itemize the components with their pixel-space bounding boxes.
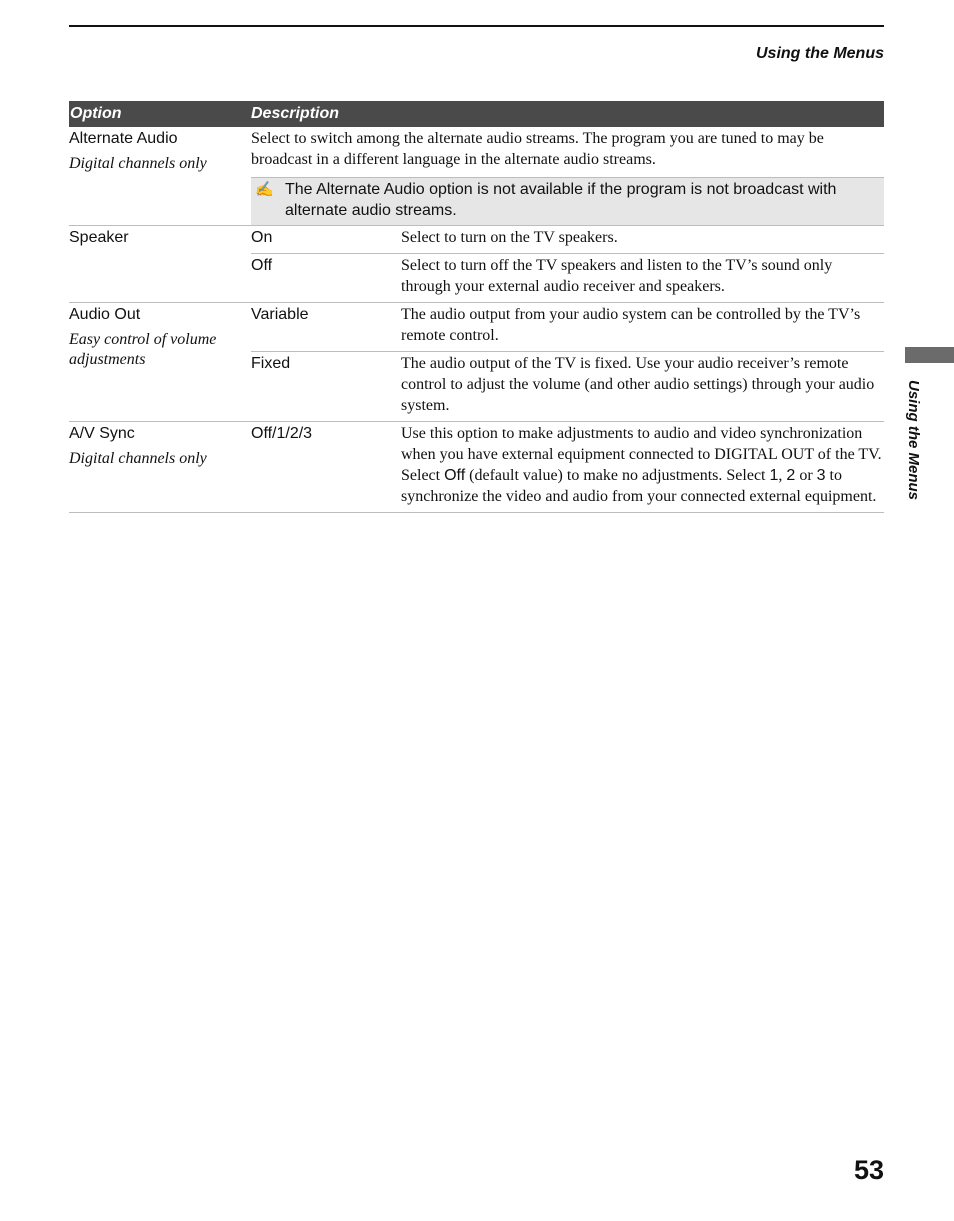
sub-option-desc: Select to turn on the TV speakers. [401,229,618,246]
tip-box [251,177,884,225]
top-rule [69,25,884,27]
table-row-av-sync [69,422,884,513]
header-option: Option [70,105,122,122]
table-row-audio-out [69,303,884,422]
sub-option-desc: The audio output from your audio system can be controlled by the TV’s remote control. [401,306,861,344]
description-cell [251,127,884,225]
sub-option-label: Fixed [251,355,291,372]
sub-row-on [251,226,884,253]
side-tab-bar [905,347,954,363]
option-cell [69,127,251,225]
desc-value-off: Off [444,467,466,484]
desc-value-1: 1 [769,467,779,484]
desc-value-2: 2 [786,467,796,484]
sub-row-fixed [251,351,884,421]
sub-option-label: Variable [251,306,309,323]
sub-option-desc [401,422,884,512]
option-name: A/V Sync [69,425,135,442]
desc-part: (default value) to make no adjustments. Select [465,467,770,484]
desc-part: , [778,467,787,484]
description-text: Select to switch among the alternate audio streams. The program you are tuned to may be broadcast in a different language in the alternate audio streams. [251,130,824,168]
option-name: Alternate Audio [69,130,178,147]
sub-option-label: Off/1/2/3 [251,425,313,442]
desc-part: Use this option to make adjustments to audio and video synchronization when you have external equipment connected to DIGITAL OUT of the TV. Select [401,425,882,484]
option-cell [69,422,251,512]
description-cell [251,226,884,302]
option-note: Digital channels only [69,450,207,467]
header-description: Description [251,105,340,122]
table-header [69,101,884,127]
pencil-note-icon: ✍ [255,181,274,198]
sub-row-variable [251,303,884,351]
option-note: Digital channels only [69,155,207,172]
menu-options-table [69,101,884,513]
table-row-speaker [69,226,884,303]
desc-value-3: 3 [816,467,826,484]
sub-option-desc: The audio output of the TV is fixed. Use your audio receiver’s remote control to adjust the volume (and other audio settings) through your audio system. [401,355,875,414]
desc-part: to synchronize the video and audio from your connected external equipment. [401,467,877,505]
table-row-alternate-audio [69,127,884,226]
sub-option-label: Off [251,257,273,274]
page-number: 53 [853,1155,884,1185]
description-cell [251,303,884,421]
sub-row-off-1-2-3 [251,422,884,512]
side-tab-label: Using the Menus [905,380,922,501]
sub-option-label: On [251,229,273,246]
sub-row-off [251,253,884,302]
running-header: Using the Menus [755,45,884,62]
tip-text: The Alternate Audio option is not available if the program is not broadcast with alternate audio streams. [285,181,837,219]
description-cell [251,422,884,512]
option-cell [69,303,251,421]
option-name: Audio Out [69,306,141,323]
desc-part: or [795,467,817,484]
option-cell [69,226,251,302]
option-name: Speaker [69,229,129,246]
sub-option-desc: Select to turn off the TV speakers and listen to the TV’s sound only through your external audio receiver and speakers. [401,257,833,295]
option-note: Easy control of volume adjustments [69,331,217,368]
